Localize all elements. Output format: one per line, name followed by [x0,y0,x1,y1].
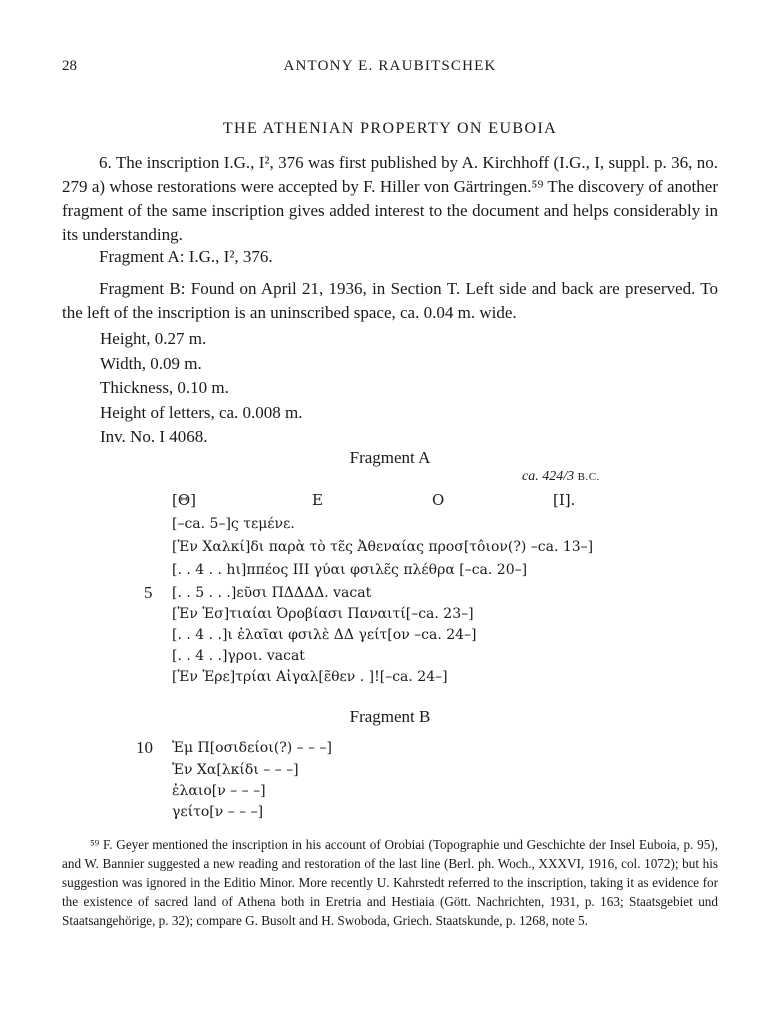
section-title: THE ATHENIAN PROPERTY ON EUBOIA [222,120,558,137]
measurement-height: Height, 0.27 m. [100,329,207,348]
page-number: 28 [62,58,77,74]
date-era: B.C. [577,471,600,483]
fragment-a-text: Fragment A: I.G., I², 376. [99,247,273,266]
inscription-row0-a: [Θ] [172,491,197,509]
measurement-letter-height: Height of letters, ca. 0.008 m. [100,402,303,422]
footnote-59 [62,835,718,930]
inscription-line-2: [Ἐν Χαλκί]δι παρὰ τὸ τε̃ς Ἀθεναίας προσ[τôιον(?) –ca. 13–] [172,539,594,555]
measurement-thickness: Thickness, 0.10 m. [100,378,229,397]
inscription-line-8: [Ἐν Ἐρε]τρίαι Αἰγαλ[ε̃θεν . ]![–ca. 24–] [172,669,448,685]
fragment-b-heading: Fragment B [349,707,431,726]
inscription-row0-d: [Ι]. [553,491,576,509]
fragment-b-line-4: γείτο[ν – – –] [172,804,264,820]
inscription-row0-c: Ο [432,491,445,509]
line-number-10: 10 [136,738,153,757]
intro-paragraph [62,151,718,247]
fragment-a-heading: Fragment A [349,448,431,467]
running-head [62,58,718,80]
fragment-b-line-3: ἐλαιο[ν – – –] [172,783,266,799]
inscription-line-6: [. . 4 . .]ι ἐλαῖαι φσιλὲ ΔΔ γείτ[ον –ca. 24–] [172,627,477,643]
inscription-line-1: [–ca. 5–]ς τεμένε. [172,516,295,532]
footnote-text: ⁵⁹ F. Geyer mentioned the inscription in his account of Orobiai (Topographie und Geschichte der Insel Euboia, p. 95), and W. Bannier suggested a new reading and restoration of the last line (Berl. ph. Woch., XXXVI, 1916, col. 1072); but his suggestion was ignored in the Editio Minor. More recently U. Kahrstedt referred to the inscription, taking it as evidence for the existence of sacred land of Athena both in Eretria and Hestiaia (Gött. Nachrichten, 1931, p. 163; Staatsgebiet und Staatsangehörige, p. 32); compare G. Busolt and H. Swoboda, Griech. Staatskunde, p. 1268, note 5. [62,837,718,928]
inscription-line-7: [. . 4 . .]γροι. vacat [172,648,305,664]
measurement-width: Width, 0.09 m. [100,353,202,373]
fragment-a-paragraph [62,245,718,269]
inscription-row0-b: Ε [312,491,323,509]
fragment-b-line-1: Ἐμ Π[οσιδείοι(?) – – –] [172,740,332,756]
fragment-b-line-2: Ἐν Χα[λκίδι – – –] [172,762,299,778]
inscription-line-3: [. . 4 . . hι]ππέος ΙΙΙ γύαι φσιλε̃ς πλέθρα [–ca. 20–] [172,562,528,578]
fragment-b-paragraph [62,277,718,325]
inscription-line-5: [Ἐν Ἑσ]τιαίαι Ὀροβίασι Παναιτί[–ca. 23–] [172,606,474,622]
inscription-date [522,469,600,485]
date-value: ca. 424/3 [522,469,575,484]
line-number-5: 5 [144,583,153,602]
measurements-list [100,327,303,450]
running-title: ANTONY E. RAUBITSCHEK [283,58,497,74]
inventory-number: Inv. No. I 4068. [100,427,208,446]
intro-text: 6. The inscription I.G., I², 376 was first published by A. Kirchhoff (I.G., I, suppl. p. 36, no. 279 a) whose restorations were accepted by F. Hiller von Gärtringen.⁵⁹ The discovery of another fragment of the same inscription gives added interest to the document and helps considerably in its understanding. [62,153,718,244]
inscription-line-4: [. . 5 . . .]εῦσι ΠΔΔΔΔ. vacat [172,585,372,601]
fragment-b-text: Fragment B: Found on April 21, 1936, in Section Τ. Left side and back are preserved. To the left of the inscription is an uninscribed space, ca. 0.04 m. wide. [62,279,718,322]
